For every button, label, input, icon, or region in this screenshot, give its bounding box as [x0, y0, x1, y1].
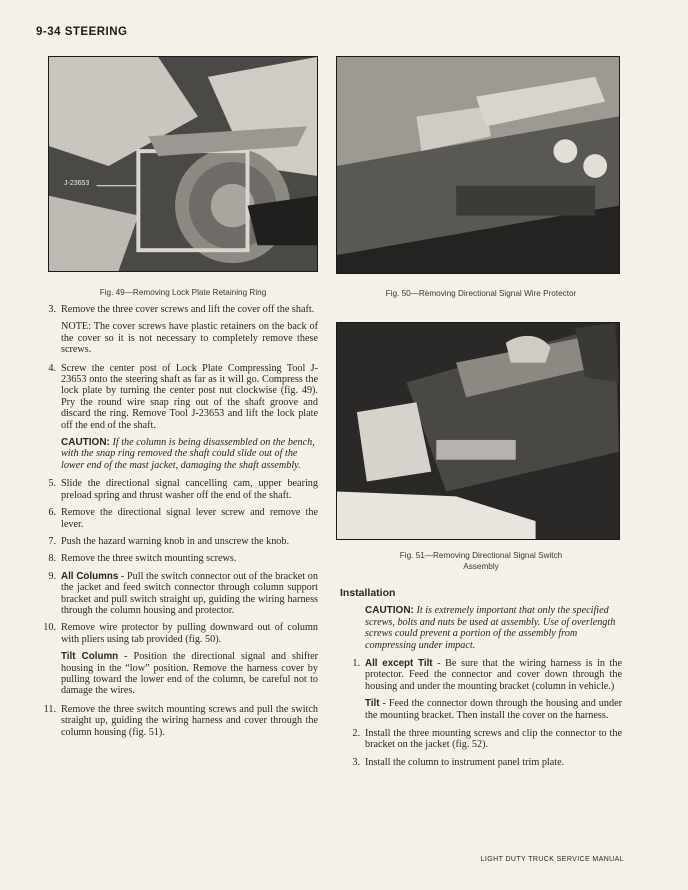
page-footer: LIGHT DUTY TRUCK SERVICE MANUAL — [480, 856, 624, 863]
tilt-label: Tilt — [365, 698, 380, 710]
step-9 — [34, 571, 318, 617]
step-number: 1. — [352, 658, 360, 670]
fig50-caption: Fig. 50—Removing Directional Signal Wire Protector — [385, 289, 577, 298]
step-number: 3. — [48, 304, 56, 315]
tilt-label: Tilt Column — [61, 651, 119, 663]
caution-4 — [34, 437, 318, 471]
step-number: 7. — [48, 535, 56, 547]
tilt-text: - Feed the connector down through the housing and under the mounting bracket. Then install the cover on the harness. — [365, 698, 622, 721]
step-label: All except Tilt — [365, 658, 433, 670]
install-step-2 — [338, 728, 622, 751]
note-3: NOTE: The cover screws have plastic retainers on the back of the cover so it is not necessary to completely remove these screws. — [61, 321, 318, 356]
installation-caution — [338, 605, 622, 651]
step-5 — [34, 478, 318, 501]
fig49-callout: J-23653 — [64, 180, 90, 187]
installation-heading: Installation — [340, 587, 396, 599]
step-text: - Pull the switch connector out of the bracket on the jacket and feed switch connector through column support bracket and pull switch straight up, guiding the wiring harness through the column housing and protector. — [61, 570, 318, 616]
step-text: - Be sure that the wiring harness is in the protector. Feed the connector and cover down through the housing and under the mounting bracket (column in vehicle.) — [365, 658, 622, 692]
step-3 — [34, 304, 318, 315]
fig51-caption-line1: Fig. 51—Removing Directional Signal Switch — [399, 551, 563, 560]
step-text: Remove wire protector by pulling downward out of column with pliers using tab provided (fig. 50). — [61, 622, 318, 645]
fig49-caption: Fig. 49—Removing Lock Plate Retaining Ring — [99, 288, 267, 297]
figure-50-photo — [336, 56, 620, 274]
step-6 — [34, 507, 318, 530]
step-number: 6. — [48, 507, 56, 519]
figure-49-photo — [48, 56, 318, 272]
step-text: Push the hazard warning knob in and unscrew the knob. — [61, 535, 290, 547]
install-step-1 — [338, 658, 622, 692]
left-column — [34, 304, 318, 744]
step-text: Remove the directional signal lever screw and remove the lever. — [61, 507, 318, 530]
step-text: Install the three mounting screws and clip the connector to the bracket on the jacket (fig. 52). — [365, 728, 622, 751]
step-7 — [34, 536, 318, 547]
step-10 — [34, 622, 318, 645]
step-number: 10. — [43, 622, 56, 634]
fig51-caption-line2: Assembly — [463, 562, 499, 571]
step-label: All Columns — [61, 570, 119, 582]
step-8 — [34, 553, 318, 564]
caution-text: It is extremely important that only the specified screws, bolts and nuts be used at assembly. Use of overlength screws could prevent a portion of the assembly from compressing under impact. — [365, 605, 616, 651]
caution-text: If the column is being disassembled on the bench, with the snap ring removed the shaft could slide out of the lower end of the mast jacket, damaging the shaft assembly. — [61, 437, 315, 471]
step-number: 4. — [48, 362, 56, 374]
step-number: 2. — [352, 728, 360, 740]
right-column — [338, 588, 622, 774]
tilt-text: - Position the directional signal and shifter housing in the “low” position. Remove the harness cover by pulling toward the lower end of the column, be careful not to damage the wires. — [61, 651, 319, 697]
fig51-caption — [336, 550, 626, 572]
page-title: 9-34 STEERING — [36, 26, 128, 38]
step-number: 9. — [48, 570, 56, 582]
install-step-3 — [338, 757, 622, 768]
step-text: Screw the center post of Lock Plate Compressing Tool J-23653 onto the steering shaft as far as it will go. Compress the lock plate by turning the center post nut clockwise (fig. 49). Pry the round wire snap ring out of the shaft groove and discard the ring. Remove Tool J-23653 and lift the lock plate off the end of the shaft. — [61, 362, 318, 431]
install-tilt-1 — [338, 698, 622, 721]
step-4 — [34, 363, 318, 431]
step-number: 8. — [48, 553, 56, 565]
step-text: Slide the directional signal cancelling cam, upper bearing preload spring and thrust washer off the end of the shaft. — [61, 478, 318, 501]
step-text: Remove the three cover screws and lift the cover off the shaft. — [61, 304, 315, 315]
caution-label: CAUTION: — [61, 437, 110, 449]
step-number: 5. — [48, 478, 56, 490]
caution-label: CAUTION: — [365, 605, 414, 617]
step-text: Remove the three switch mounting screws and pull the switch straight up, guiding the wiring harness and cover through the column housing (fig. 51). — [61, 703, 318, 738]
step-11 — [34, 704, 318, 738]
step-number: 3. — [352, 756, 360, 768]
step-text: Remove the three switch mounting screws. — [61, 553, 237, 565]
figure-51-photo — [336, 322, 620, 540]
step-number: 11. — [43, 703, 56, 715]
tilt-column-10 — [34, 651, 318, 697]
step-text: Install the column to instrument panel trim plate. — [365, 756, 565, 768]
